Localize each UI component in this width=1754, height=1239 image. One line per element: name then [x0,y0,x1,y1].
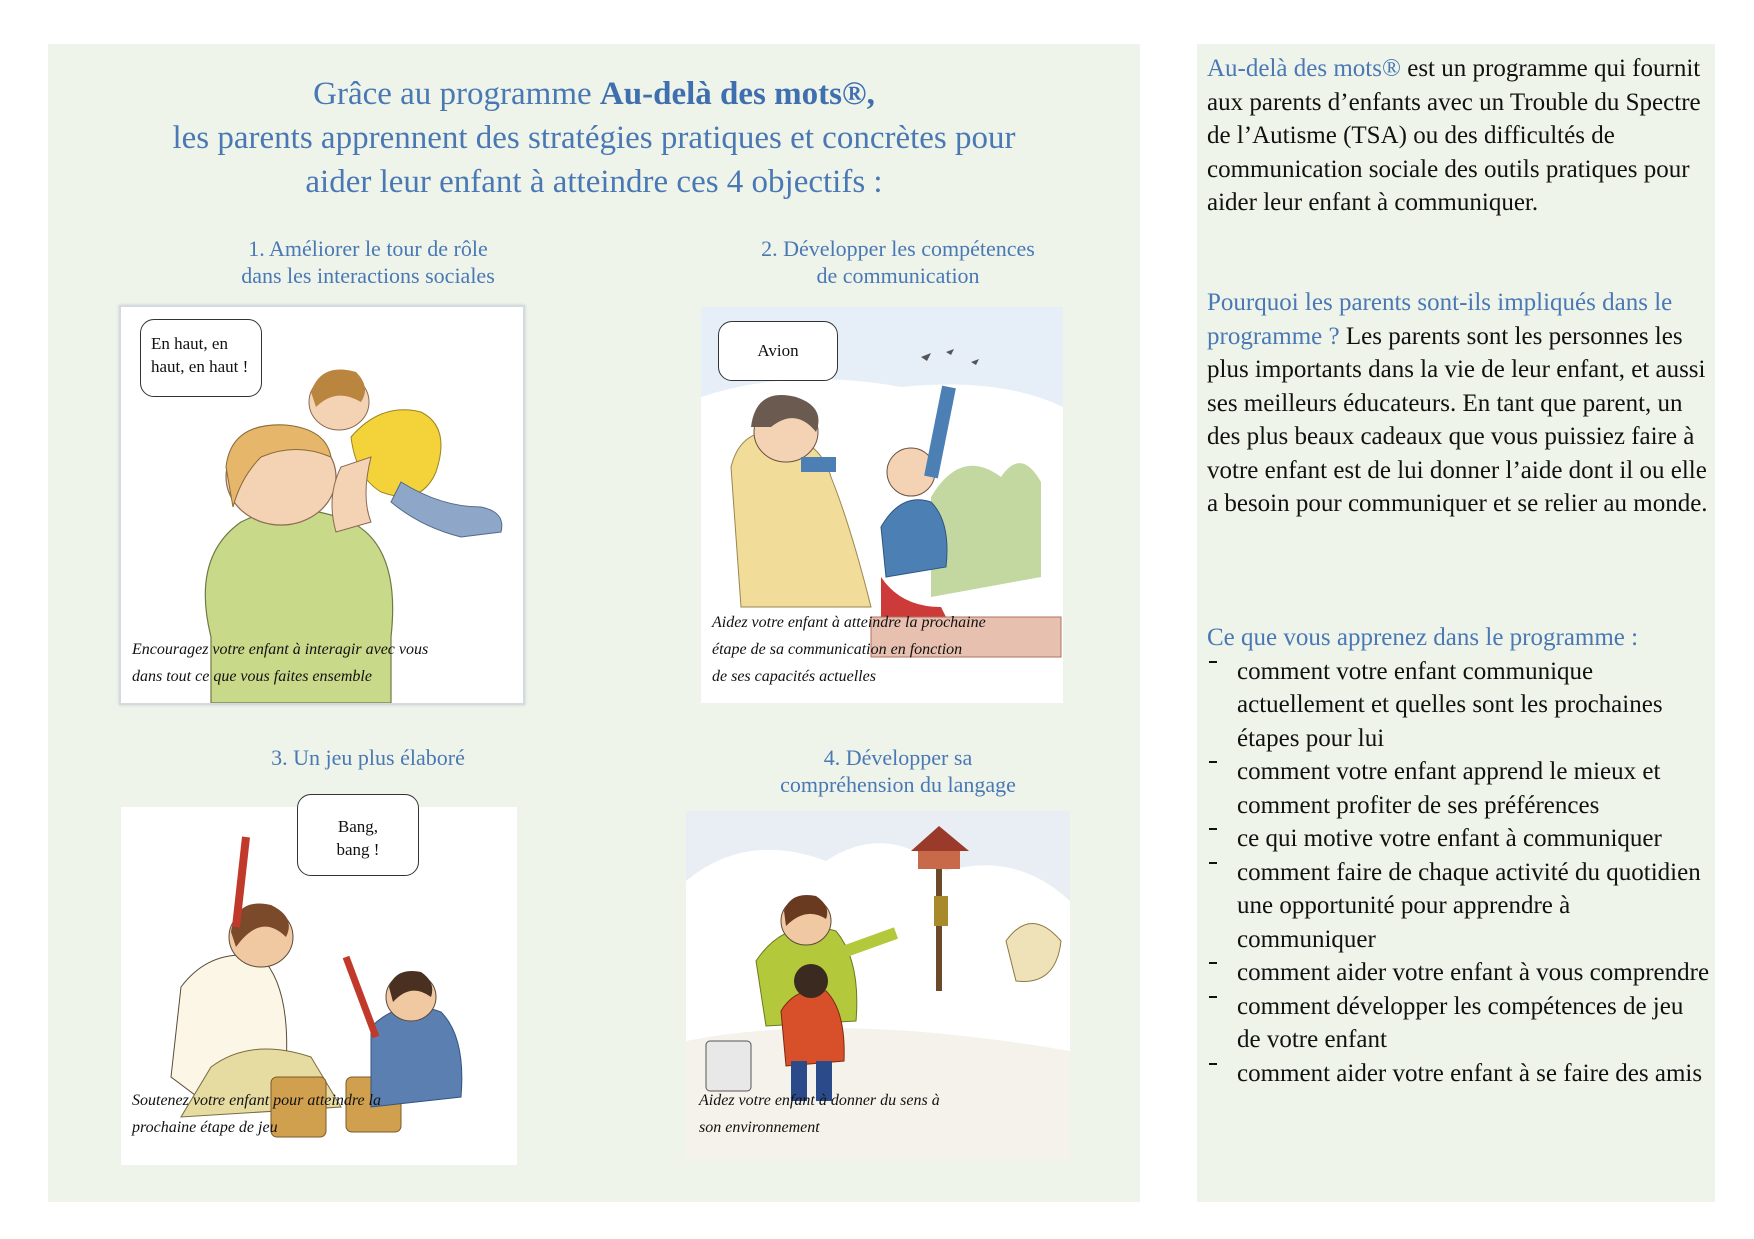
objectives-panel [48,44,1140,1202]
objective-2-title: 2. Développer les compétences de communication [761,236,1035,288]
speech-bubble-1: En haut, en haut, en haut ! [140,319,262,397]
list-item: comment aider votre enfant à se faire des amis [1207,1057,1712,1091]
speech-bubble-3: Bang, bang ! [297,794,419,876]
learn-heading: Ce que vous apprenez dans le programme : [1207,624,1639,651]
program-brand: Au-delà des mots® [1207,55,1401,82]
why-parents-answer: Les parents sont les personnes les plus importants dans la vie de leur enfant, et aussi ses meilleurs éducateurs. En tant que parent, un des plus beaux cadeaux que vous puissiez faire à votre enfant est de lui donner l’aide dont il ou elle a besoin pour communiquer et se relier au monde. [1207,322,1708,517]
objective-2-caption: Aidez votre enfant à atteindre la prochaine étape de sa communication en fonction de ses capacités actuelles [712,614,986,685]
list-item: comment faire de chaque activité du quotidien une opportunité pour apprendre à communiquer [1207,856,1712,957]
learn-list [1207,655,1712,1091]
objective-4-title: 4. Développer sa compréhension du langage [780,745,1016,797]
speech-bubble-2: Avion [718,321,838,381]
why-parents-question: Pourquoi les parents sont-ils impliqués dans le programme ? [1207,289,1673,350]
list-item: comment votre enfant apprend le mieux et comment profiter de ses préférences [1207,755,1712,822]
objective-1-title: 1. Améliorer le tour de rôle dans les interactions sociales [241,236,495,288]
list-item: comment votre enfant communique actuellement et quelles sont les prochaines étapes pour lui [1207,655,1712,756]
objective-4-caption: Aidez votre enfant à donner du sens à son environnement [699,1092,940,1136]
program-name: Au-delà des mots®, [599,76,875,112]
list-item: comment aider votre enfant à vous comprendre [1207,956,1712,990]
title-prefix: Grâce au programme [313,76,600,112]
list-item: comment développer les compétences de jeu de votre enfant [1207,990,1712,1057]
objective-3-title: 3. Un jeu plus élaboré [271,745,465,770]
why-parents-section [1207,286,1712,521]
title-line-3: aider leur enfant à atteindre ces 4 objectifs : [305,164,883,200]
page-title [48,72,1140,204]
program-intro: Au-delà des mots® est un programme qui fournit aux parents d’enfants avec un Trouble du Spectre de l’Autisme (TSA) ou des difficultés de communication sociale des outils pratiques pour aider leur enfant à communiquer. [1207,55,1701,216]
learn-section [1207,621,1712,1090]
program-info-panel [1197,44,1715,1202]
objective-3-caption: Soutenez votre enfant pour atteindre la prochaine étape de jeu [132,1092,381,1136]
list-item: ce qui motive votre enfant à communiquer [1207,822,1712,856]
objective-1-caption: Encouragez votre enfant à interagir avec vous dans tout ce que vous faites ensemble [132,641,429,685]
title-line-2: les parents apprennent des stratégies pratiques et concrètes pour [172,120,1016,156]
